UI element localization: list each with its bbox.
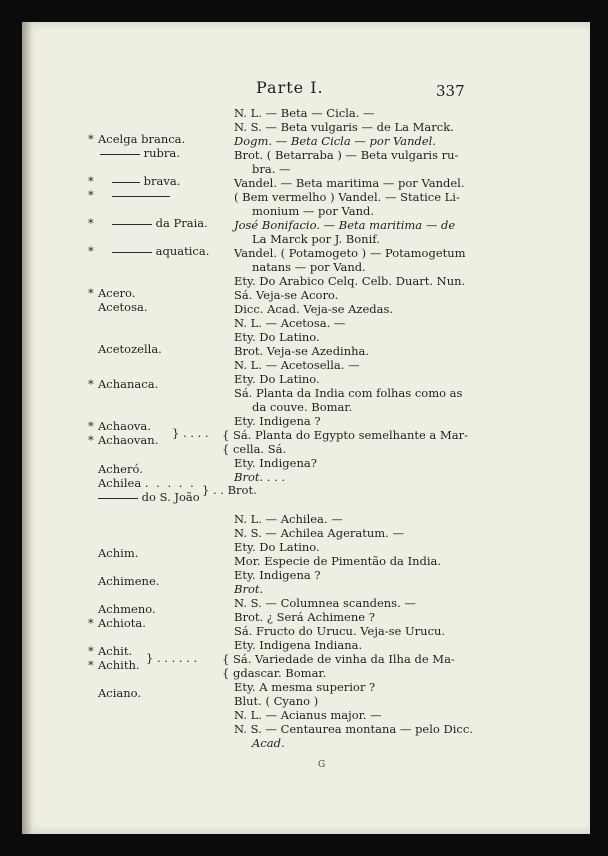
term-entry: do S. João bbox=[98, 490, 200, 504]
term-entry: * aquatica. bbox=[88, 244, 210, 258]
definition-line: Ety. Indigena ? bbox=[234, 568, 321, 582]
definition-line: Ety. Do Latino. bbox=[234, 330, 320, 344]
definition-line: Sá. Veja-se Acoro. bbox=[234, 288, 339, 302]
brace-brot: } . . Brot. bbox=[202, 483, 257, 497]
term-entry: * Achaova. bbox=[88, 419, 151, 433]
term-entry: Acheró. bbox=[98, 462, 143, 476]
definition-line: Mor. Especie de Pimentão da India. bbox=[234, 554, 442, 568]
signature-mark: G bbox=[318, 760, 326, 770]
definition-line: N. L. — Acetosella. — bbox=[234, 358, 360, 372]
definition-line: Ety. A mesma superior ? bbox=[234, 680, 376, 694]
term-entry: Acetosa. bbox=[98, 300, 148, 314]
definition-line: natans — por Vand. bbox=[252, 260, 366, 274]
definition-line: { Sá. Planta do Egypto semelhante a Mar- bbox=[222, 428, 468, 442]
definition-line: Brot. Veja-se Azedinha. bbox=[234, 344, 370, 358]
definition-line: N. S. — Centaurea montana — pelo Dicc. bbox=[234, 722, 473, 736]
term-entry: Aciano. bbox=[98, 686, 142, 700]
definition-line: { Sá. Variedade de vinha da Ilha de Ma- bbox=[222, 652, 455, 666]
definition-line: José Bonifacio. — Beta maritima — de bbox=[234, 218, 456, 232]
definition-line: Brot. . . . bbox=[234, 470, 286, 484]
definition-line: La Marck por J. Bonif. bbox=[252, 232, 380, 246]
definition-line: Vandel. ( Potamogeto ) — Potamogetum bbox=[234, 246, 466, 260]
term-entry: Achim. bbox=[98, 546, 139, 560]
definition-line: Dogm. — Beta Cicla — por Vandel. bbox=[234, 134, 436, 148]
definition-line: Brot. bbox=[234, 582, 264, 596]
term-entry: * Acelga branca. bbox=[88, 132, 186, 146]
term-entry: * da Praia. bbox=[88, 216, 208, 230]
term-entry: rubra. bbox=[100, 146, 180, 160]
definition-line: Acad. bbox=[252, 736, 285, 750]
term-entry: * Achit. bbox=[88, 644, 133, 658]
term-entry: * Achith. bbox=[88, 658, 140, 672]
definition-line: monium — por Vand. bbox=[252, 204, 375, 218]
definition-line: N. L. — Achilea. — bbox=[234, 512, 343, 526]
definition-line: Brot. ( Betarraba ) — Beta vulgaris ru- bbox=[234, 148, 459, 162]
definition-line: Ety. Indigena Indiana. bbox=[234, 638, 363, 652]
definition-line: ( Bem vermelho ) Vandel. — Statice Li- bbox=[234, 190, 460, 204]
book-page bbox=[22, 22, 590, 834]
term-entry: Achmeno. bbox=[98, 602, 156, 616]
definition-line: Ety. Indigena? bbox=[234, 456, 317, 470]
definition-line: N. S. — Columnea scandens. — bbox=[234, 596, 416, 610]
definition-line: Sá. Fructo do Urucu. Veja-se Urucu. bbox=[234, 624, 446, 638]
page-number: 337 bbox=[436, 82, 465, 100]
term-entry: * Achiota. bbox=[88, 616, 146, 630]
definition-line: Brot. ¿ Será Achimene ? bbox=[234, 610, 375, 624]
term-entry: * brava. bbox=[88, 174, 181, 188]
term-entry: * Acero. bbox=[88, 286, 136, 300]
term-entry: * bbox=[88, 188, 170, 202]
definition-line: Ety. Indigena ? bbox=[234, 414, 321, 428]
definition-line: N. L. — Beta — Cicla. — bbox=[234, 106, 375, 120]
definition-line: N. S. — Achilea Ageratum. — bbox=[234, 526, 404, 540]
brace-dots: } . . . . . . bbox=[146, 651, 198, 665]
definition-line: { cella. Sá. bbox=[222, 442, 287, 456]
term-entry: Achimene. bbox=[98, 574, 160, 588]
definition-line: N. S. — Beta vulgaris — de La Marck. bbox=[234, 120, 454, 134]
definition-line: Blut. ( Cyano ) bbox=[234, 694, 319, 708]
definition-line: N. L. — Acianus major. — bbox=[234, 708, 382, 722]
term-entry: * Achanaca. bbox=[88, 377, 159, 391]
definition-line: N. L. — Acetosa. — bbox=[234, 316, 346, 330]
definition-line: bra. — bbox=[252, 162, 291, 176]
definition-line: { gdascar. Bomar. bbox=[222, 666, 327, 680]
brace-dots: } . . . . bbox=[172, 426, 209, 440]
definition-line: Ety. Do Arabico Celq. Celb. Duart. Nun. bbox=[234, 274, 466, 288]
definition-line: Vandel. — Beta maritima — por Vandel. bbox=[234, 176, 465, 190]
definition-line: Ety. Do Latino. bbox=[234, 540, 320, 554]
term-entry: Acetozella. bbox=[98, 342, 162, 356]
definition-line: Dicc. Acad. Veja-se Azedas. bbox=[234, 302, 394, 316]
term-entry: * Achaovan. bbox=[88, 433, 159, 447]
page-header-title: Parte I. bbox=[256, 78, 324, 97]
page-gutter-shadow bbox=[22, 22, 32, 834]
definition-line: Ety. Do Latino. bbox=[234, 372, 320, 386]
term-entry: Achilea . . . . . bbox=[98, 476, 196, 490]
definition-line: da couve. Bomar. bbox=[252, 400, 353, 414]
definition-line: Sá. Planta da India com folhas como as bbox=[234, 386, 463, 400]
